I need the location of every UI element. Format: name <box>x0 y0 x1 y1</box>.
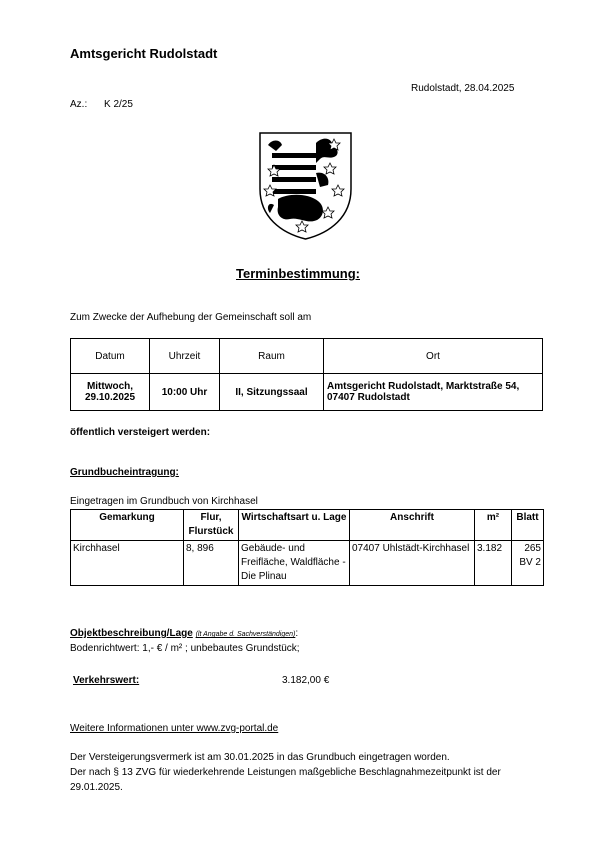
court-name: Amtsgericht Rudolstadt <box>70 46 218 61</box>
intro-text: Zum Zwecke der Aufhebung der Gemeinschaft soll am <box>70 312 312 323</box>
market-value-amount: 3.182,00 € <box>282 675 330 686</box>
header-m2: m² <box>475 510 512 541</box>
land-register-table <box>70 509 544 586</box>
header-room: Raum <box>220 339 324 374</box>
table-header-row <box>71 339 543 374</box>
object-description-colon: : <box>295 628 299 639</box>
header-time: Uhrzeit <box>150 339 220 374</box>
table-row <box>71 541 544 586</box>
cell-anschrift: 07407 Uhlstädt-Kirchhasel <box>350 541 475 586</box>
land-value-text: Bodenrichtwert: 1,- € / m² ; unbebautes Grundstück; <box>70 643 300 654</box>
more-info-link[interactable]: Weitere Informationen unter www.zvg-portal.de <box>70 723 279 734</box>
cell-wirtschaftsart: Gebäude- und Freifläche, Waldfläche - Die Plinau <box>239 541 350 586</box>
appointment-table <box>70 338 543 411</box>
appointment-date: Mittwoch, 29.10.2025 <box>71 374 150 411</box>
page-title: Terminbestimmung: <box>236 266 360 281</box>
cell-m2: 3.182 <box>475 541 512 586</box>
land-register-heading: Grundbucheintragung: <box>70 467 179 478</box>
object-description-line <box>70 628 298 639</box>
file-number-value: K 2/25 <box>104 99 133 110</box>
footer-line-seizure: Der nach § 13 ZVG für wiederkehrende Leistungen maßgebliche Beschlagnahmezeitpunkt ist der 29.01.2025. <box>70 767 501 793</box>
place-date: Rudolstadt, 28.04.2025 <box>411 83 515 94</box>
object-description-note: (lt Angabe d. Sachverständigen) <box>195 631 296 638</box>
appointment-room: II, Sitzungssaal <box>220 374 324 411</box>
header-wirtschaftsart: Wirtschaftsart u. Lage <box>239 510 350 541</box>
cell-blatt: 265 BV 2 <box>512 541 544 586</box>
header-blatt: Blatt <box>512 510 544 541</box>
appointment-time: 10:00 Uhr <box>150 374 220 411</box>
header-flur: Flur, Flurstück <box>184 510 239 541</box>
appointment-location: Amtsgericht Rudolstadt, Marktstraße 54, 07407 Rudolstadt <box>324 374 543 411</box>
market-value-label: Verkehrswert: <box>73 675 140 686</box>
header-gemarkung: Gemarkung <box>71 510 184 541</box>
public-auction-text: öffentlich versteigert werden: <box>70 427 211 438</box>
header-location: Ort <box>324 339 543 374</box>
file-number-label: Az.: <box>70 99 88 110</box>
footer-line-registration: Der Versteigerungsvermerk ist am 30.01.2025 in das Grundbuch eingetragen worden. <box>70 752 450 763</box>
footer-text <box>70 750 540 795</box>
table-header-row <box>71 510 544 541</box>
header-anschrift: Anschrift <box>350 510 475 541</box>
coat-of-arms-icon <box>258 129 353 241</box>
table-row <box>71 374 543 411</box>
cell-flur: 8, 896 <box>184 541 239 586</box>
land-register-subheading: Eingetragen im Grundbuch von Kirchhasel <box>70 496 258 507</box>
header-date: Datum <box>71 339 150 374</box>
object-description-heading: Objektbeschreibung/Lage <box>70 628 193 639</box>
cell-gemarkung: Kirchhasel <box>71 541 184 586</box>
